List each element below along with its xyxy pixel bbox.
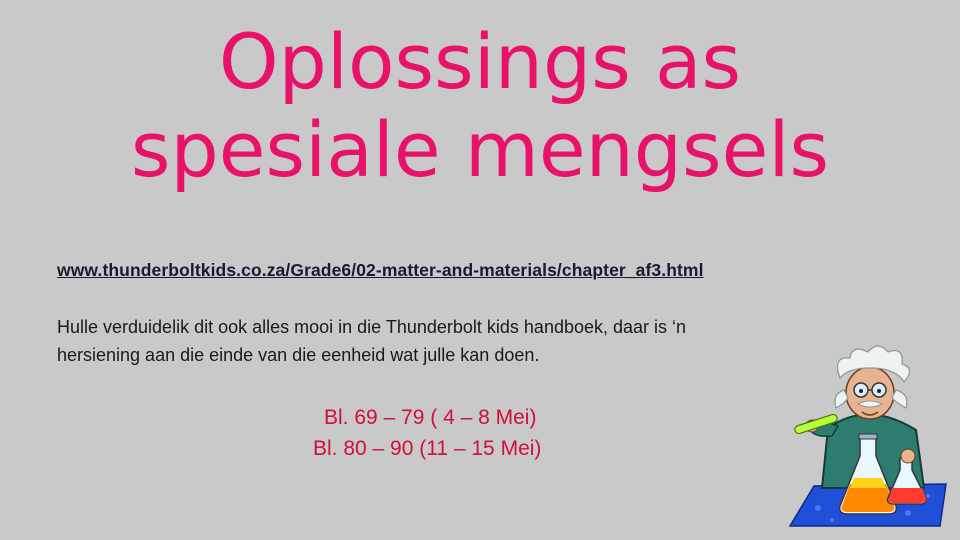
paragraph-line-2: hersiening aan die einde van die eenheid wat julle kan doen. bbox=[57, 345, 540, 365]
paragraph-line-1: Hulle verduidelik dit ook alles mooi in die Thunderbolt kids handboek, daar is ‘n bbox=[57, 317, 687, 337]
resource-link[interactable]: www.thunderboltkids.co.za/Grade6/02-matter-and-materials/chapter_af3.html bbox=[57, 260, 704, 280]
title-line-1: Oplossings as bbox=[218, 17, 742, 106]
page-range-2: Bl. 80 – 90 (11 – 15 Mei) bbox=[313, 437, 542, 460]
page-range-1: Bl. 69 – 79 ( 4 – 8 Mei) bbox=[324, 406, 537, 429]
page-ranges bbox=[313, 402, 541, 464]
mad-scientist-clipart bbox=[788, 338, 948, 528]
instruction-paragraph bbox=[57, 313, 877, 369]
title-line-2: spesiale mengsels bbox=[130, 105, 830, 194]
slide-title bbox=[0, 18, 960, 194]
